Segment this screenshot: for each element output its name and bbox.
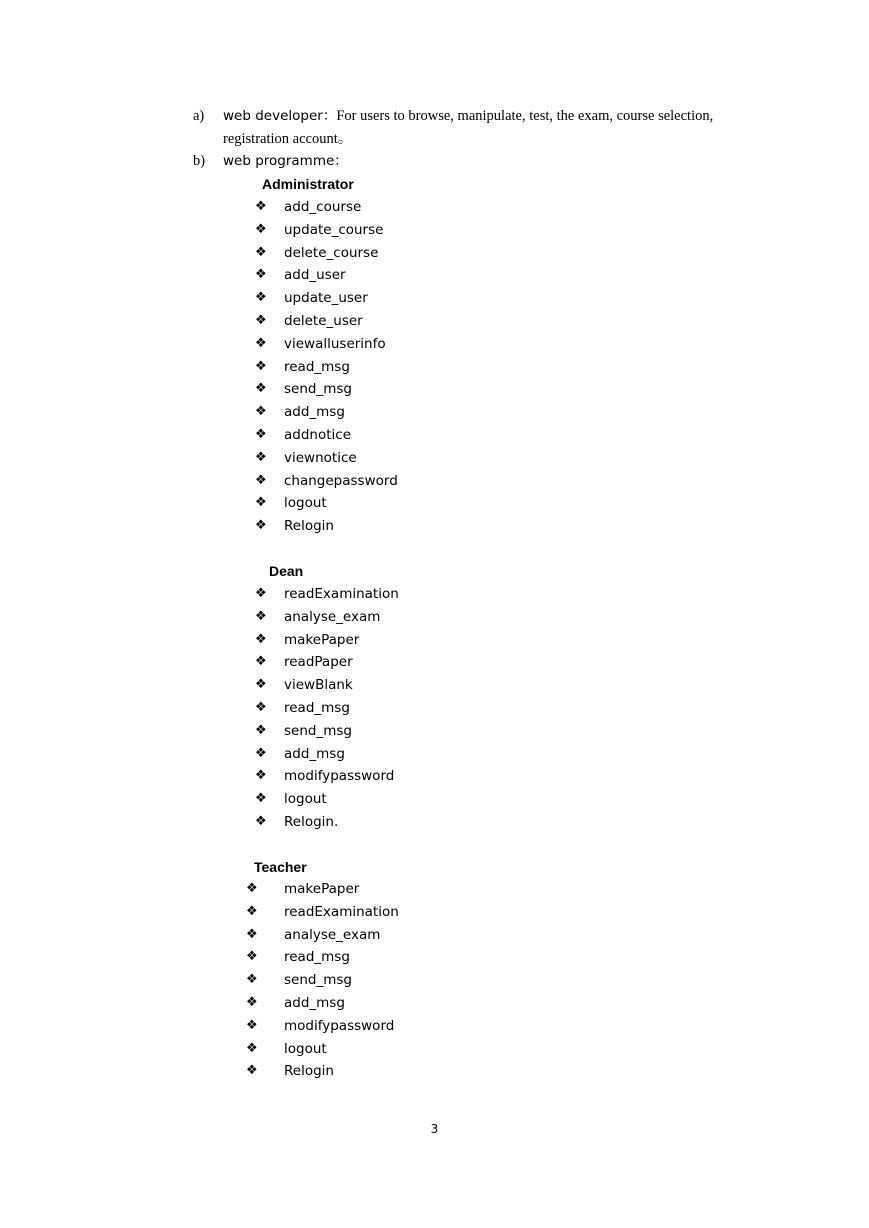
list-item: Relogin. [284,814,339,830]
diamond-bullet-icon: ❖ [255,199,267,214]
diamond-bullet-icon: ❖ [246,972,258,987]
list-item: modifypassword [284,1018,395,1034]
diamond-bullet-icon: ❖ [255,290,267,305]
diamond-bullet-icon: ❖ [255,359,267,374]
list-item: logout [284,495,327,511]
list-item: add_user [284,267,346,283]
diamond-bullet-icon: ❖ [255,814,267,829]
list-item: add_msg [284,995,345,1011]
item-description: For users to browse, manipulate, test, the exam, course selection, [336,108,714,124]
diamond-bullet-icon: ❖ [255,677,267,692]
diamond-bullet-icon: ❖ [246,881,258,896]
diamond-bullet-icon: ❖ [255,746,267,761]
diamond-bullet-icon: ❖ [255,404,267,419]
list-item: delete_user [284,313,363,329]
diamond-bullet-icon: ❖ [255,609,267,624]
diamond-bullet-icon: ❖ [246,1041,258,1056]
diamond-bullet-icon: ❖ [246,904,258,919]
list-marker: a) [193,108,205,124]
diamond-bullet-icon: ❖ [255,654,267,669]
list-item: send_msg [284,972,352,988]
list-item: add_msg [284,746,345,762]
list-item: addnotice [284,427,351,443]
item-label: web programme： [223,153,348,169]
list-item: viewnotice [284,450,357,466]
diamond-bullet-icon: ❖ [255,450,267,465]
list-item: makePaper [284,632,360,648]
diamond-bullet-icon: ❖ [255,791,267,806]
list-item: analyse_exam [284,609,381,625]
diamond-bullet-icon: ❖ [255,768,267,783]
diamond-bullet-icon: ❖ [255,222,267,237]
diamond-bullet-icon: ❖ [255,632,267,647]
list-item: read_msg [284,359,350,375]
item-label: web developer： [223,108,337,124]
list-item: viewBlank [284,677,353,693]
list-item: send_msg [284,381,352,397]
list-item: readExamination [284,904,399,920]
diamond-bullet-icon: ❖ [255,336,267,351]
list-item: delete_course [284,245,379,261]
diamond-bullet-icon: ❖ [255,473,267,488]
list-item: analyse_exam [284,927,381,943]
diamond-bullet-icon: ❖ [255,381,267,396]
list-item: modifypassword [284,768,395,784]
diamond-bullet-icon: ❖ [255,700,267,715]
diamond-bullet-icon: ❖ [255,518,267,533]
diamond-bullet-icon: ❖ [255,723,267,738]
item-description-continued: registration account。 [223,131,353,147]
list-item: update_course [284,222,384,238]
list-item: add_msg [284,404,345,420]
diamond-bullet-icon: ❖ [255,313,267,328]
list-marker: b) [193,153,206,169]
list-item: update_user [284,290,368,306]
diamond-bullet-icon: ❖ [246,949,258,964]
list-item: Relogin [284,1063,334,1079]
list-item: changepassword [284,473,398,489]
diamond-bullet-icon: ❖ [255,245,267,260]
list-item: logout [284,791,327,807]
diamond-bullet-icon: ❖ [246,1063,258,1078]
diamond-bullet-icon: ❖ [246,927,258,942]
page-number: 3 [430,1122,439,1136]
list-item: add_course [284,199,362,215]
list-item: readExamination [284,586,399,602]
list-item: read_msg [284,949,350,965]
section-heading-administrator: Administrator [262,176,354,192]
list-item: read_msg [284,700,350,716]
list-item: send_msg [284,723,352,739]
diamond-bullet-icon: ❖ [246,1018,258,1033]
list-item: logout [284,1041,327,1057]
diamond-bullet-icon: ❖ [255,267,267,282]
section-heading-dean: Dean [269,563,304,579]
diamond-bullet-icon: ❖ [246,995,258,1010]
section-heading-teacher: Teacher [254,859,307,875]
list-item: readPaper [284,654,353,670]
list-item: viewalluserinfo [284,336,386,352]
diamond-bullet-icon: ❖ [255,427,267,442]
list-item: Relogin [284,518,334,534]
diamond-bullet-icon: ❖ [255,495,267,510]
diamond-bullet-icon: ❖ [255,586,267,601]
list-item: makePaper [284,881,360,897]
